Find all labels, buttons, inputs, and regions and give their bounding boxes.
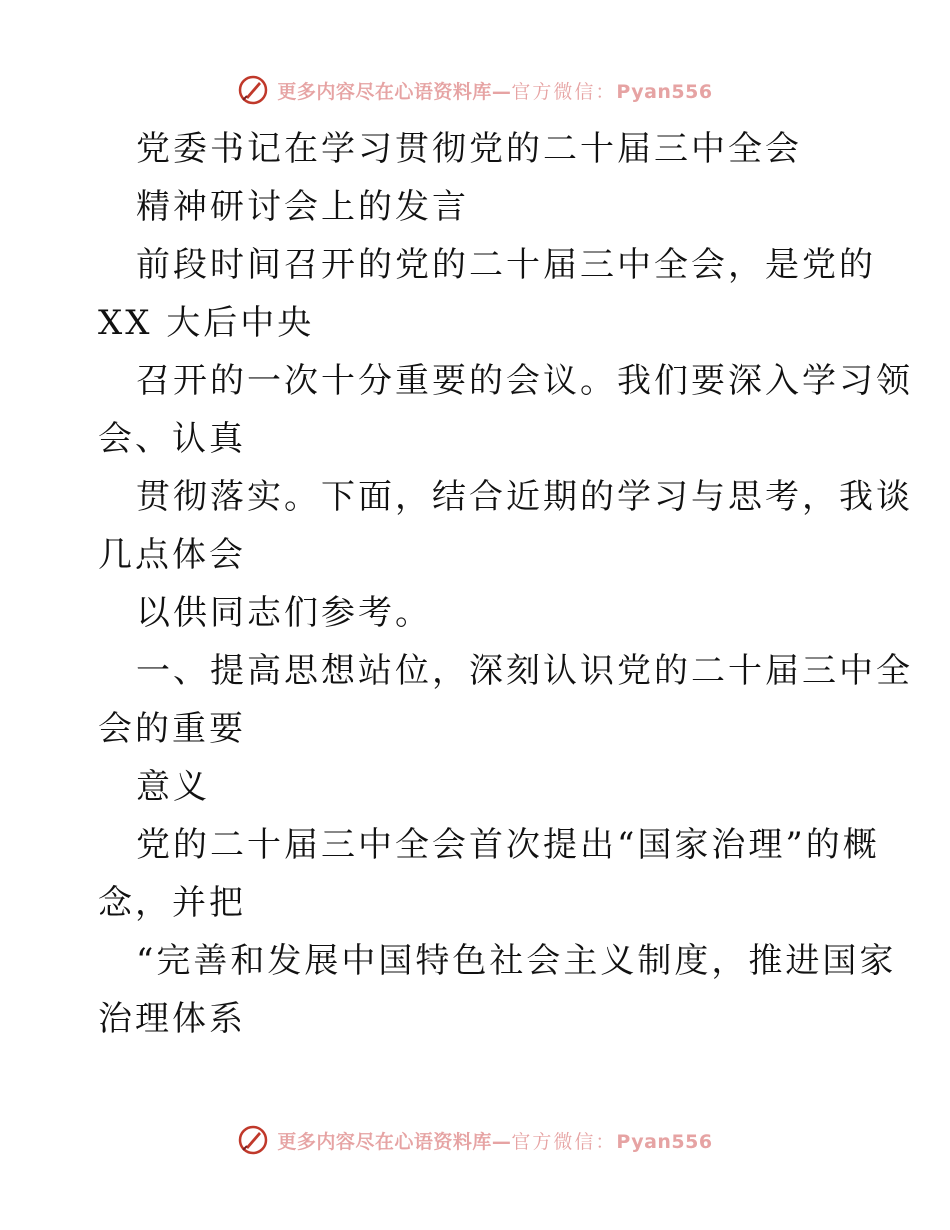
watermark-wechat-label: 官方微信： (511, 80, 617, 103)
paragraph-line: 前段时间召开的党的二十届三中全会，是党的 (136, 245, 876, 285)
watermark-dash: — (491, 1130, 512, 1153)
footer-watermark (0, 1120, 950, 1160)
watermark-dash: — (491, 80, 512, 103)
header-watermark (0, 70, 950, 110)
paragraph-line: 念，并把 (98, 883, 246, 923)
paragraph-line: 治理体系 (98, 999, 246, 1039)
paragraph-line: 党的二十届三中全会首次提出“国家治理”的概 (136, 825, 880, 865)
paragraph-line: XX 大后中央 (98, 303, 315, 343)
document-title-line: 精神研讨会上的发言 (136, 187, 469, 227)
paragraph-line: 贯彻落实。下面，结合近期的学习与思考，我谈 (136, 477, 913, 517)
paragraph-line: 会、认真 (98, 419, 246, 459)
paragraph-line: 几点体会 (98, 535, 246, 575)
watermark-wechat-id: Pyan556 (616, 1130, 713, 1153)
watermark-wechat-id: Pyan556 (616, 80, 713, 103)
section-heading-line: 会的重要 (98, 709, 246, 749)
watermark-text (277, 1127, 712, 1154)
paragraph-line: 召开的一次十分重要的会议。我们要深入学习领 (136, 361, 913, 401)
section-heading-line: 一、提高思想站位，深刻认识党的二十届三中全 (136, 651, 913, 691)
watermark-brand: 更多内容尽在心语资料库 (277, 80, 492, 103)
watermark-wechat-label: 官方微信： (511, 1130, 617, 1153)
watermark-brand: 更多内容尽在心语资料库 (277, 1130, 492, 1153)
section-heading-line: 意义 (136, 767, 210, 807)
document-title-line: 党委书记在学习贯彻党的二十届三中全会 (136, 129, 802, 169)
red-quill-logo-icon (237, 1124, 269, 1156)
paragraph-line: 以供同志们参考。 (136, 593, 432, 633)
watermark-text (277, 77, 712, 104)
red-quill-logo-icon (237, 74, 269, 106)
paragraph-line: “完善和发展中国特色社会主义制度，推进国家 (136, 941, 897, 981)
